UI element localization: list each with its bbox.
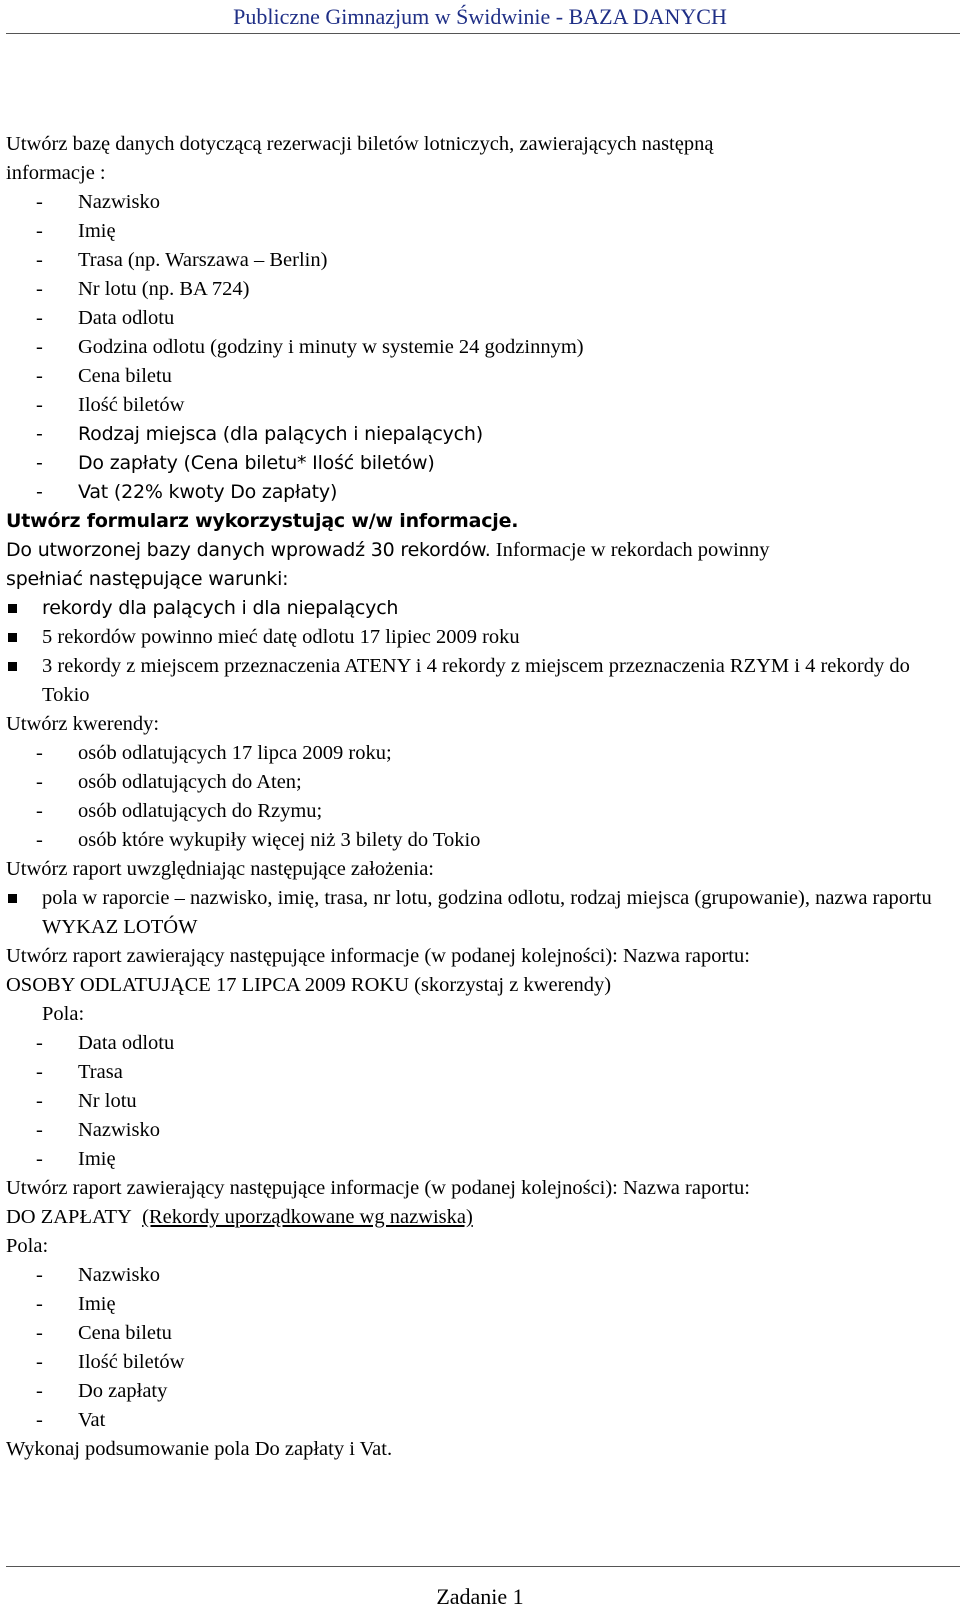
intro-line: Utwórz bazę danych dotyczącą rezerwacji biletów lotniczych, zawierających następną [6,133,714,155]
query-item: - osób odlatujących do Rzymu; [6,797,956,826]
report3-field-item: - Cena biletu [6,1319,956,1348]
queries-heading: Utwórz kwerendy: [6,713,160,735]
report3-field-item: - Do zapłaty [6,1377,956,1406]
report1-heading: Utwórz raport uwzględniając następujące założenia: [6,858,435,880]
report3-field-item: - Nazwisko [6,1261,956,1290]
conditions-list [6,594,956,710]
query-item: - osób które wykupiły więcej niż 3 bilety do Tokio [6,826,956,855]
page-header [0,0,960,36]
report3-line: Utwórz raport zawierający następujące informacje (w podanej kolejności): Nazwa raportu: [6,1177,750,1199]
report2-field-item: - Nazwisko [6,1116,956,1145]
report2-field-item: - Nr lotu [6,1087,956,1116]
records-text-part1: Do utworzonej bazy danych wprowadź 30 rekordów. [6,539,491,561]
field-item: - Imię [6,217,956,246]
report2-field-item: - Imię [6,1145,956,1174]
records-line [6,536,956,565]
field-item: - Trasa (np. Warszawa – Berlin) [6,246,956,275]
field-item: - Cena biletu [6,362,956,391]
field-item: - Godzina odlotu (godziny i minuty w systemie 24 godzinnym) [6,333,956,362]
field-item: - Nr lotu (np. BA 724) [6,275,956,304]
field-item: - Rodzaj miejsca (dla palących i niepalących) [6,420,956,449]
report2-line: Utwórz raport zawierający następujące informacje (w podanej kolejności): Nazwa raportu: [6,945,750,967]
summary-line: Wykonaj podsumowanie pola Do zapłaty i Vat. [6,1438,393,1460]
field-item: - Vat (22% kwoty Do zapłaty) [6,478,956,507]
header-title: Publiczne Gimnazjum w Świdwinie - BAZA DANYCH [233,4,727,29]
field-item: - Ilość biletów [6,391,956,420]
condition-item: rekordy dla palących i dla niepalących [6,594,956,623]
report3-name: DO ZAPŁATY [6,1206,132,1228]
report3-fields-list [6,1261,956,1435]
records-line: spełniać następujące warunki: [6,568,289,590]
page-footer [0,1566,960,1617]
report3-fields-label: Pola: [6,1235,49,1257]
field-item: - Nazwisko [6,188,956,217]
queries-list [6,739,956,855]
footer-divider [6,1566,960,1567]
field-list [6,188,956,507]
records-text-part2: Informacje w rekordach powinny [490,539,770,561]
task-content [6,130,956,1464]
report1-point: pola w raporcie – nazwisko, imię, trasa, nr lotu, godzina odlotu, rodzaj miejsca (grupowanie), nazwa raportu WYKAZ LOTÓW [6,884,956,942]
report3-note: (Rekordy uporządkowane wg nazwiska) [142,1206,473,1228]
query-item: - osób odlatujących do Aten; [6,768,956,797]
report3-field-item: - Ilość biletów [6,1348,956,1377]
query-item: - osób odlatujących 17 lipca 2009 roku; [6,739,956,768]
footer-label: Zadanie 1 [436,1584,524,1609]
report2-field-item: - Trasa [6,1058,956,1087]
report3-line [6,1203,956,1232]
condition-item: 3 rekordy z miejscem przeznaczenia ATENY i 4 rekordy z miejscem przeznaczenia RZYM i 4 rekordy do Tokio [6,652,956,710]
report2-fields-list [6,1029,956,1174]
condition-item: 5 rekordów powinno mieć datę odlotu 17 lipiec 2009 roku [6,623,956,652]
intro-line: informacje : [6,162,106,184]
report3-field-item: - Vat [6,1406,956,1435]
form-instruction: Utwórz formularz wykorzystując w/w informacje. [6,510,519,532]
field-item: - Do zapłaty (Cena biletu* Ilość biletów) [6,449,956,478]
report2-fields-label: Pola: [42,1003,85,1025]
report2-line: OSOBY ODLATUJĄCE 17 LIPCA 2009 ROKU (skorzystaj z kwerendy) [6,974,612,996]
header-divider [6,33,960,34]
report2-field-item: - Data odlotu [6,1029,956,1058]
report3-field-item: - Imię [6,1290,956,1319]
field-item: - Data odlotu [6,304,956,333]
